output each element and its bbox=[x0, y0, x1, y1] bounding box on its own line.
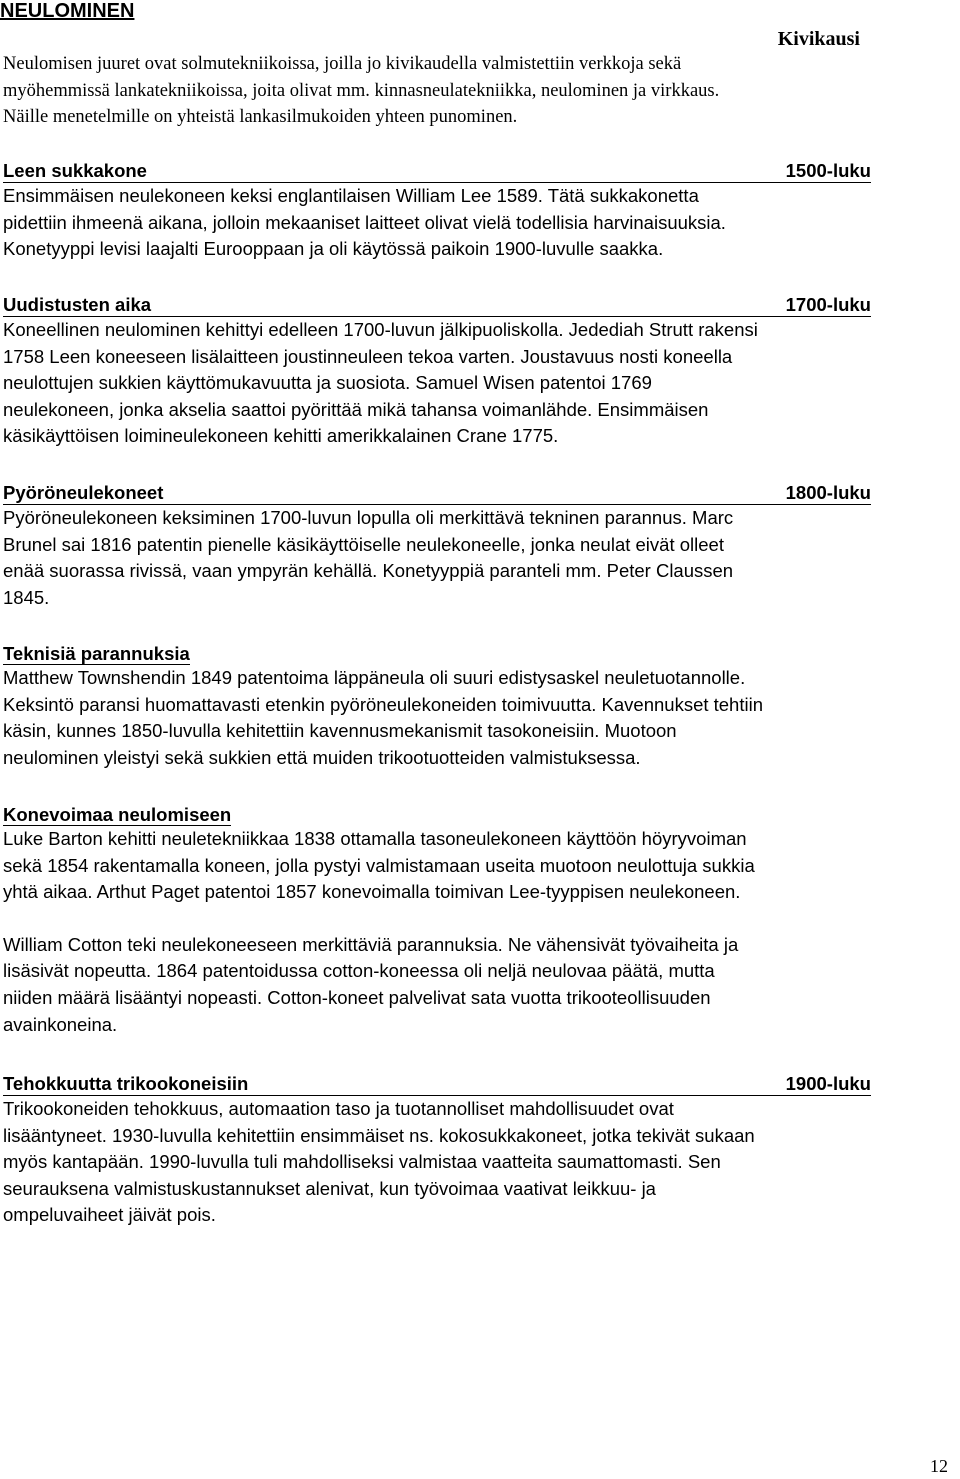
paragraph-line: neulominen yleistyi sekä sukkien että muiden trikootuotteiden valmistuksessa. bbox=[3, 746, 641, 768]
section-title: Tehokkuutta trikookoneisiin bbox=[3, 1073, 249, 1094]
section-tehokkuutta-trikookoneisiin bbox=[3, 1073, 960, 1229]
paragraph-line: pidettiin ihmeenä aikana, jolloin mekaaniset laitteet olivat vielä todellisia harvinaisuuksia. bbox=[3, 211, 726, 233]
paragraph-line: sekä 1854 rakentamalla koneen, jolla pystyi valmistamaan useita muotoon neulottuja sukkia bbox=[3, 854, 755, 876]
paragraph-line: Ensimmäisen neulekoneen keksi englantilaisen William Lee 1589. Tätä sukkakonetta bbox=[3, 185, 699, 206]
section-title: Teknisiä parannuksia bbox=[3, 643, 190, 664]
paragraph-line: enää suorassa rivissä, vaan ympyrän kehällä. Konetyyppiä paranteli mm. Peter Claussen bbox=[3, 560, 734, 582]
section-era: 1800-luku bbox=[785, 482, 871, 503]
section-heading bbox=[3, 1073, 871, 1096]
section-heading bbox=[3, 804, 960, 826]
section-heading bbox=[3, 294, 871, 317]
section-paragraph bbox=[3, 183, 960, 263]
paragraph-line: Pyöröneulekoneen keksiminen 1700-luvun lopulla oli merkittävä tekninen parannus. Marc bbox=[3, 507, 734, 528]
section-heading bbox=[3, 643, 960, 665]
paragraph-line: ompeluvaiheet jäivät pois. bbox=[3, 1204, 216, 1226]
section-title: Leen sukkakone bbox=[3, 160, 147, 181]
section-paragraph bbox=[3, 505, 960, 611]
intro-heading: Kivikausi bbox=[777, 28, 860, 50]
section-paragraph bbox=[3, 932, 960, 1038]
section-konevoimaa-neulomiseen bbox=[3, 804, 960, 1038]
paragraph-line: neulottujen sukkien käyttömukavuutta ja suosiota. Samuel Wisen patentoi 1769 bbox=[3, 372, 652, 394]
paragraph-line: käsin, kunnes 1850-luvulla kehitettiin kavennusmekanismit tasokoneisiin. Muotoon bbox=[3, 720, 677, 742]
paragraph-line: yhtä aikaa. Arthut Paget patentoi 1857 konevoimalla toimivan Lee-tyyppisen neulekoneen. bbox=[3, 881, 741, 903]
section-teknisia-parannuksia bbox=[3, 643, 960, 771]
paragraph-line: lisääntyneet. 1930-luvulla kehitettiin ensimmäiset ns. kokosukkakoneet, jotka tekivät sukaan bbox=[3, 1124, 755, 1146]
section-title: Konevoimaa neulomiseen bbox=[3, 804, 232, 825]
section-paragraph bbox=[3, 317, 960, 450]
paragraph-line: 1758 Leen koneeseen lisälaitteen joustinneuleen tekoa varten. Joustavuus nosti koneella bbox=[3, 345, 733, 367]
section-paragraph bbox=[3, 665, 960, 771]
section-paragraph bbox=[3, 826, 960, 906]
paragraph-line: Brunel sai 1816 patentin pienelle käsikäyttöiselle neulekoneelle, jonka neulat eivät olleet bbox=[3, 533, 724, 555]
page-number: 12 bbox=[930, 1456, 948, 1476]
paragraph-line: Koneellinen neulominen kehittyi edelleen 1700-luvun jälkipuoliskolla. Jedediah Strutt rakensi bbox=[3, 319, 758, 340]
section-heading bbox=[3, 482, 871, 505]
section-title: Uudistusten aika bbox=[3, 294, 152, 315]
section-era: 1500-luku bbox=[785, 160, 871, 181]
section-leen-sukkakone bbox=[3, 160, 960, 263]
paragraph-line: avainkoneina. bbox=[3, 1013, 118, 1035]
section-era: 1700-luku bbox=[785, 294, 871, 315]
intro-paragraph bbox=[3, 51, 903, 131]
paragraph-line: Trikookoneiden tehokkuus, automaation taso ja tuotannolliset mahdollisuudet ovat bbox=[3, 1098, 674, 1119]
section-heading bbox=[3, 160, 871, 183]
paragraph-line: niiden määrä lisääntyi nopeasti. Cotton-koneet palvelivat sata vuotta trikooteollisuuden bbox=[3, 986, 711, 1008]
paragraph-line: seurauksena valmistuskustannukset alenivat, kun työvoimaa vaativat leikkuu- ja bbox=[3, 1177, 656, 1199]
section-uudistusten-aika bbox=[3, 294, 960, 450]
section-era: 1900-luku bbox=[785, 1073, 871, 1094]
paragraph-line: myös kantapään. 1990-luvulla tuli mahdolliseksi valmistaa vaatteita saumattomasti. Sen bbox=[3, 1151, 721, 1173]
section-title: Pyöröneulekoneet bbox=[3, 482, 164, 503]
paragraph-line: käsikäyttöisen loimineulekoneen kehitti amerikkalainen Crane 1775. bbox=[3, 425, 559, 447]
intro-line: Neulomisen juuret ovat solmutekniikoissa, joilla jo kivikaudella valmistettiin verkkoja sekä bbox=[3, 54, 682, 74]
paragraph-line: Konetyyppi levisi laajalti Eurooppaan ja oli käytössä paikoin 1900-luvulle saakka. bbox=[3, 238, 664, 260]
paragraph-line: Keksintö paransi huomattavasti etenkin pyöröneulekoneiden toimivuutta. Kavennukset tehtiin bbox=[3, 693, 763, 715]
document-title: NEULOMINEN bbox=[0, 0, 135, 22]
paragraph-line: William Cotton teki neulekoneeseen merkittäviä parannuksia. Ne vähensivät työvaiheita ja bbox=[3, 933, 739, 955]
paragraph-line: 1845. bbox=[3, 586, 50, 608]
section-paragraph bbox=[3, 1096, 960, 1229]
paragraph-line: Luke Barton kehitti neuletekniikkaa 1838 ottamalla tasoneulekoneen käyttöön höyryvoiman bbox=[3, 828, 747, 849]
paragraph-line: lisäsivät nopeutta. 1864 patentoidussa cotton-koneessa oli neljä neulovaa päätä, mutta bbox=[3, 960, 715, 982]
paragraph-line: Matthew Townshendin 1849 patentoima läppäneula oli suuri edistysaskel neuletuotannolle. bbox=[3, 667, 746, 688]
intro-line: myöhemmissä lankatekniikoissa, joita olivat mm. kinnasneulatekniikka, neulominen ja virkkaus. bbox=[3, 80, 720, 101]
paragraph-line: neulekoneen, jonka akselia saattoi pyörittää mikä tahansa voimanlähde. Ensimmäisen bbox=[3, 398, 709, 420]
section-pyoroneulekoneet bbox=[3, 482, 960, 611]
intro-line: Näille menetelmille on yhteistä lankasilmukoiden yhteen punominen. bbox=[3, 107, 518, 128]
